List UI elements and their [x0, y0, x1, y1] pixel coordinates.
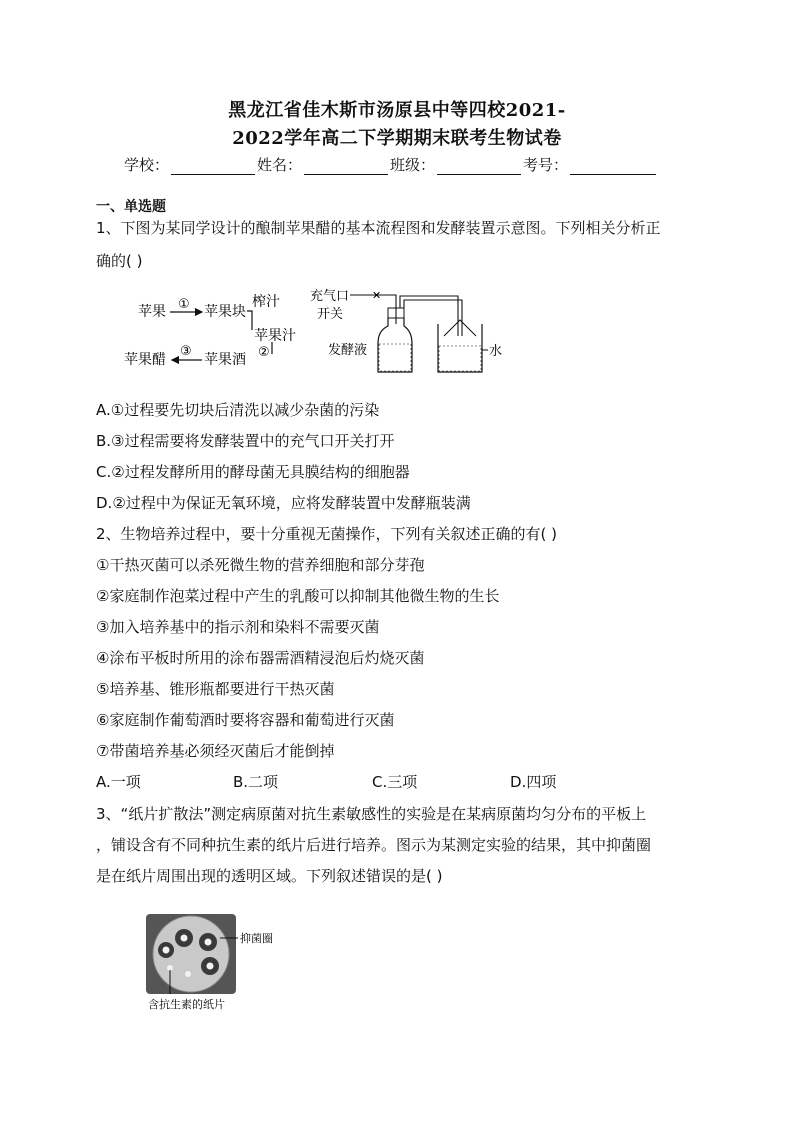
student-info-row — [124, 154, 658, 175]
water-beaker — [438, 324, 482, 372]
flow-apple-wine: 苹果酒 — [204, 352, 246, 368]
outlet-tube-inner — [404, 300, 462, 336]
q2-item-7: ⑦带菌培养基必须经灭菌后才能倒掉 — [96, 742, 335, 760]
flow-diagram — [124, 293, 296, 368]
q1-stem-line-1: 1、下图为某同学设计的酿制苹果醋的基本流程图和发酵装置示意图。下列相关分析正 — [96, 219, 661, 237]
funnel — [444, 320, 476, 336]
device-switch-label: 开关 — [317, 307, 344, 322]
q2-item-5: ⑤培养基、锥形瓶都要进行干热灭菌 — [96, 680, 335, 698]
q2-stem: 2、生物培养过程中，要十分重视无菌操作，下列有关叙述正确的有( ) — [96, 525, 558, 543]
q3-stem-line-2: ，铺设含有不同种抗生素的纸片后进行培养。图示为某测定实验的结果，其中抑菌圈 — [96, 836, 652, 854]
q1-option-d[interactable]: D.②过程中为保证无氧环境，应将发酵装置中发酵瓶装满 — [96, 494, 471, 512]
paper-disc-4 — [207, 963, 214, 970]
q1-option-c[interactable]: C.②过程发酵所用的酵母菌无具膜结构的细胞器 — [96, 463, 410, 481]
fermentation-flask — [378, 318, 412, 372]
flow-squeeze: 榨汁 — [252, 294, 280, 310]
title-line-2: 2022学年高二下学期期末联考生物试卷 — [232, 128, 562, 149]
q3-stem-line-1: 3、“纸片扩散法”测定病原菌对抗生素敏感性的实验是在某病原菌均匀分布的平板上 — [96, 805, 647, 823]
device-liquid-label: 发酵液 — [328, 343, 368, 358]
flow-apple-pieces: 苹果块 — [204, 304, 246, 320]
device-water-label: 水 — [489, 344, 503, 359]
flow-apple: 苹果 — [138, 304, 166, 320]
paper-disc-3 — [163, 947, 170, 954]
inlet-tube-down — [390, 295, 396, 324]
q2-option-d[interactable]: D.四项 — [510, 773, 557, 791]
section-heading: 一、单选题 — [96, 199, 166, 215]
flow-step3: ③ — [180, 344, 192, 359]
name-label: 姓名： — [257, 156, 303, 174]
class-blank[interactable] — [437, 158, 521, 175]
q2-option-a[interactable]: A.一项 — [96, 773, 141, 791]
q2-item-4: ④涂布平板时所用的涂布器需酒精浸泡后灼烧灭菌 — [96, 649, 425, 667]
name-blank[interactable] — [304, 158, 388, 175]
school-label: 学校： — [124, 156, 170, 174]
label-paper-disc: 含抗生素的纸片 — [148, 998, 225, 1011]
flow-apple-juice: 苹果汁 — [254, 328, 296, 344]
fermentation-liquid — [379, 344, 411, 371]
paper-disc-2 — [205, 939, 212, 946]
q1-figure — [120, 284, 520, 380]
q2-item-1: ①干热灭菌可以杀死微生物的营养细胞和部分芽孢 — [96, 556, 425, 574]
flow-step2: ② — [258, 345, 270, 360]
q3-stem-line-3: 是在纸片周围出现的透明区域。下列叙述错误的是( ) — [96, 867, 443, 885]
label-inhibition-zone: 抑菌圈 — [240, 932, 273, 945]
flow-apple-vinegar: 苹果醋 — [124, 352, 166, 368]
clamp-icon: ✕ — [372, 289, 382, 302]
device-inlet-label: 充气口 — [310, 289, 350, 304]
paper-disc-6 — [185, 971, 191, 977]
q2-item-3: ③加入培养基中的指示剂和染料不需要灭菌 — [96, 618, 380, 636]
number-label: 考号： — [523, 156, 569, 174]
q2-option-b[interactable]: B.二项 — [233, 773, 279, 791]
paper-disc-1 — [181, 935, 188, 942]
fermentation-device — [310, 288, 502, 372]
q2-options-row — [96, 771, 696, 791]
class-label: 班级： — [390, 156, 436, 174]
school-blank[interactable] — [171, 158, 255, 175]
q2-item-2: ②家庭制作泡菜过程中产生的乳酸可以抑制其他微生物的生长 — [96, 587, 500, 605]
q3-figure — [140, 910, 340, 1016]
q1-stem-line-2: 确的( ) — [96, 252, 143, 270]
number-blank[interactable] — [570, 158, 656, 175]
title-line-1: 黑龙江省佳木斯市汤原县中等四校2021- — [228, 100, 566, 121]
flow-step1: ① — [178, 297, 190, 312]
q2-option-c[interactable]: C.三项 — [372, 773, 418, 791]
squeeze-connector — [247, 311, 252, 330]
water-level — [439, 346, 481, 371]
q2-item-6: ⑥家庭制作葡萄酒时要将容器和葡萄进行灭菌 — [96, 711, 395, 729]
q1-option-a[interactable]: A.①过程要先切块后清洗以减少杂菌的污染 — [96, 401, 380, 419]
q1-option-b[interactable]: B.③过程需要将发酵装置中的充气口开关打开 — [96, 432, 395, 450]
